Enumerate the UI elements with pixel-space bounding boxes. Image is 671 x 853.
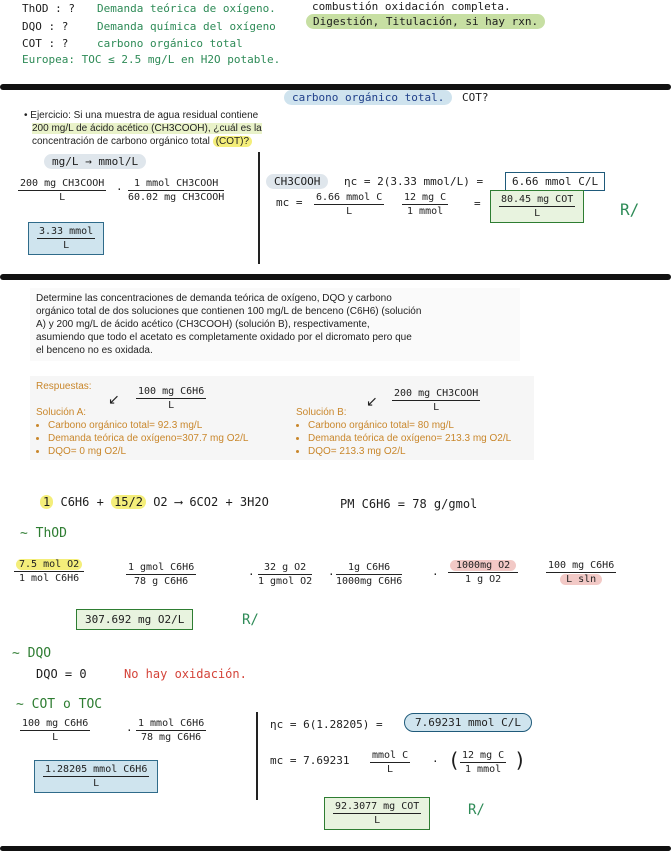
divider-3 <box>0 846 671 851</box>
rr-mark-1: R/ <box>620 200 640 219</box>
solution-b-label: Solución B: <box>296 407 347 418</box>
reaction: 1 C6H6 + 15/2 O2 ⟶ 6CO2 + 3H2O <box>40 495 269 509</box>
solution-a-label: Solución A: <box>36 407 87 418</box>
separator-2 <box>256 712 258 800</box>
problem-statement: Determine las concentraciones de demanda teórica de oxígeno, DQO y carbono orgánico total de dos soluciones que contienen 100 mg/L de benceno (C6H6) (solución A) y 200 mg/L de ácido acético (CH3COOH) (solución B), respectivamente, asumiendo que todo el acetato es completamente oxidado por el dicromato pero que el benceno no es oxidada. <box>30 288 520 361</box>
pm-benzene: PM C6H6 = 78 g/gmol <box>340 497 478 511</box>
cot-mc-label: mc = 7.69231 <box>270 754 350 767</box>
digestion-note: Digestión, Titulación, si hay rxn. <box>306 14 545 29</box>
cot-banner: carbono orgánico total. <box>284 90 452 105</box>
mc-label: mc = <box>276 196 303 209</box>
def-thod-meaning: Demanda teórica de oxígeno. <box>97 2 276 15</box>
exercise-1-line-a: Ejercicio: Si una muestra de agua residual contiene <box>30 110 259 121</box>
annot-b: 200 mg CH3COOH L <box>394 388 479 413</box>
conv1-frac-mid: 1 mmol CH3COOH 60.02 mg CH3COOH <box>128 178 225 203</box>
thod-title: ∼ ThOD <box>20 526 67 541</box>
exercise-1-line-b: 200 mg/L de ácido acético (CH3COOH), ¿cuál es la <box>32 123 262 134</box>
dqo-note: No hay oxidación. <box>124 667 247 681</box>
cot-frac-2: 1 mmol C6H6 78 mg C6H6 <box>138 718 205 743</box>
ch3cooh-tag: CH3COOH <box>266 174 328 189</box>
def-thod-abbr: ThOD : ? <box>22 2 75 15</box>
dqo-equation: DQO = 0 <box>36 667 87 681</box>
thod-frac-5: $\frac{\text{1000mg O2}}{\text{1 g O2}}$ <box>448 560 518 585</box>
cot-nc-equation: ηc = 6(1.28205) = <box>270 718 383 731</box>
thod-frac-6: $\frac{\text{100 mg C6H6}}{\text{L sln}}$ <box>548 560 615 585</box>
nc-result-box: 6.66 mmol C/L <box>505 172 605 191</box>
cot-final-box: 92.3077 mg COT L <box>324 797 430 830</box>
cot-nc-box: 7.69231 mmol C/L <box>404 713 532 732</box>
annot-a: $\frac{\text{100 mg C6H6}}{L}$ <box>138 386 205 411</box>
solution-b-list: • Carbono orgánico total= 80 mg/L • Demanda teórica de oxígeno= 213.3 mg O2/L • DQO= 213.3 mg O2/L <box>296 419 511 458</box>
def-cot-meaning: carbono orgánico total <box>97 37 243 50</box>
cot-mc-frac-1: mmol C L <box>372 750 409 775</box>
cot-frac-1: $\frac{\text{100 mg C6H6}}{L}$ <box>22 718 89 743</box>
exercise-1-cot-highlight: (COT)? <box>213 136 252 147</box>
thod-result-box: 307.692 mg O2/L <box>76 609 193 630</box>
cot-result-box: 1.28205 mmol C6H6 L <box>34 760 158 793</box>
mc-equals: = <box>474 197 481 210</box>
conv1-frac-left: 200 mg CH3COOH L <box>20 178 105 203</box>
rr-mark-3: R/ <box>468 802 485 818</box>
thod-frac-3: 32 g O2 1 gmol O2 <box>258 562 313 587</box>
exercise-1-line-c: concentración de carbono orgánico total <box>32 136 210 147</box>
europa-note: Europea: TOC ≤ 2.5 mg/L en H2O potable. <box>22 53 281 66</box>
conv1-result-box: 3.33 mmol L <box>28 222 104 255</box>
combustion-note: combustión oxidación completa. <box>312 0 511 13</box>
mc-result-box: 80.45 mg COT L <box>490 190 584 223</box>
conv-label: mg/L → mmol/L <box>44 154 146 169</box>
nc-equation: ηc = 2(3.33 mmol/L) = <box>344 175 484 188</box>
def-cot-abbr: COT : ? <box>22 37 69 50</box>
exercise-1: • Ejercicio: Si una muestra de agua residual contiene 200 mg/L de ácido acético (CH3COOH), ¿cuál es la concentración de carbono orgánico total (COT)? <box>20 107 272 150</box>
cot-title: ∼ COT o TOC <box>16 697 103 712</box>
thod-frac-2: 1 gmol C6H6 78 g C6H6 <box>128 562 195 587</box>
dqo-title: ∼ DQO <box>12 646 52 661</box>
def-dqo-meaning: Demanda química del oxígeno <box>97 20 276 33</box>
arrow-b: ↙ <box>366 394 378 410</box>
mc-frac-2: 12 mg C 1 mmol <box>404 192 447 217</box>
cot-mc-frac-2: 12 mg C 1 mmol <box>462 750 505 775</box>
cot-banner-question: COT? <box>462 91 489 104</box>
thod-frac-4: $\frac{\text{1g C6H6}}{\text{1000mg C6H6}}$ <box>336 562 403 587</box>
arrow-a: ↙ <box>108 392 120 408</box>
divider-2 <box>0 274 671 280</box>
def-dqo-abbr: DQO : ? <box>22 20 69 33</box>
solution-a-list: • Carbono orgánico total= 92.3 mg/L • Demanda teórica de oxígeno=307.7 mg O2/L • DQO= 0 mg O2/L <box>36 419 248 458</box>
rr-mark-2: R/ <box>242 612 259 628</box>
thod-frac-1: 7.5 mol O2 1 mol C6H6 <box>14 559 84 584</box>
mc-frac-1: 6.66 mmol C L <box>316 192 383 217</box>
separator-1 <box>258 152 260 264</box>
answers-block: Respuestas: Solución A: • Carbono orgánico total= 92.3 mg/L • Demanda teórica de oxígeno=307.7 mg O2/L • DQO= 0 mg O2/L Solución B: • Carbono orgánico total= 80 mg/L • Demanda teórica de oxígeno= 213.3 mg O2/L • DQO= 213.3 mg O2/L <box>30 376 534 460</box>
